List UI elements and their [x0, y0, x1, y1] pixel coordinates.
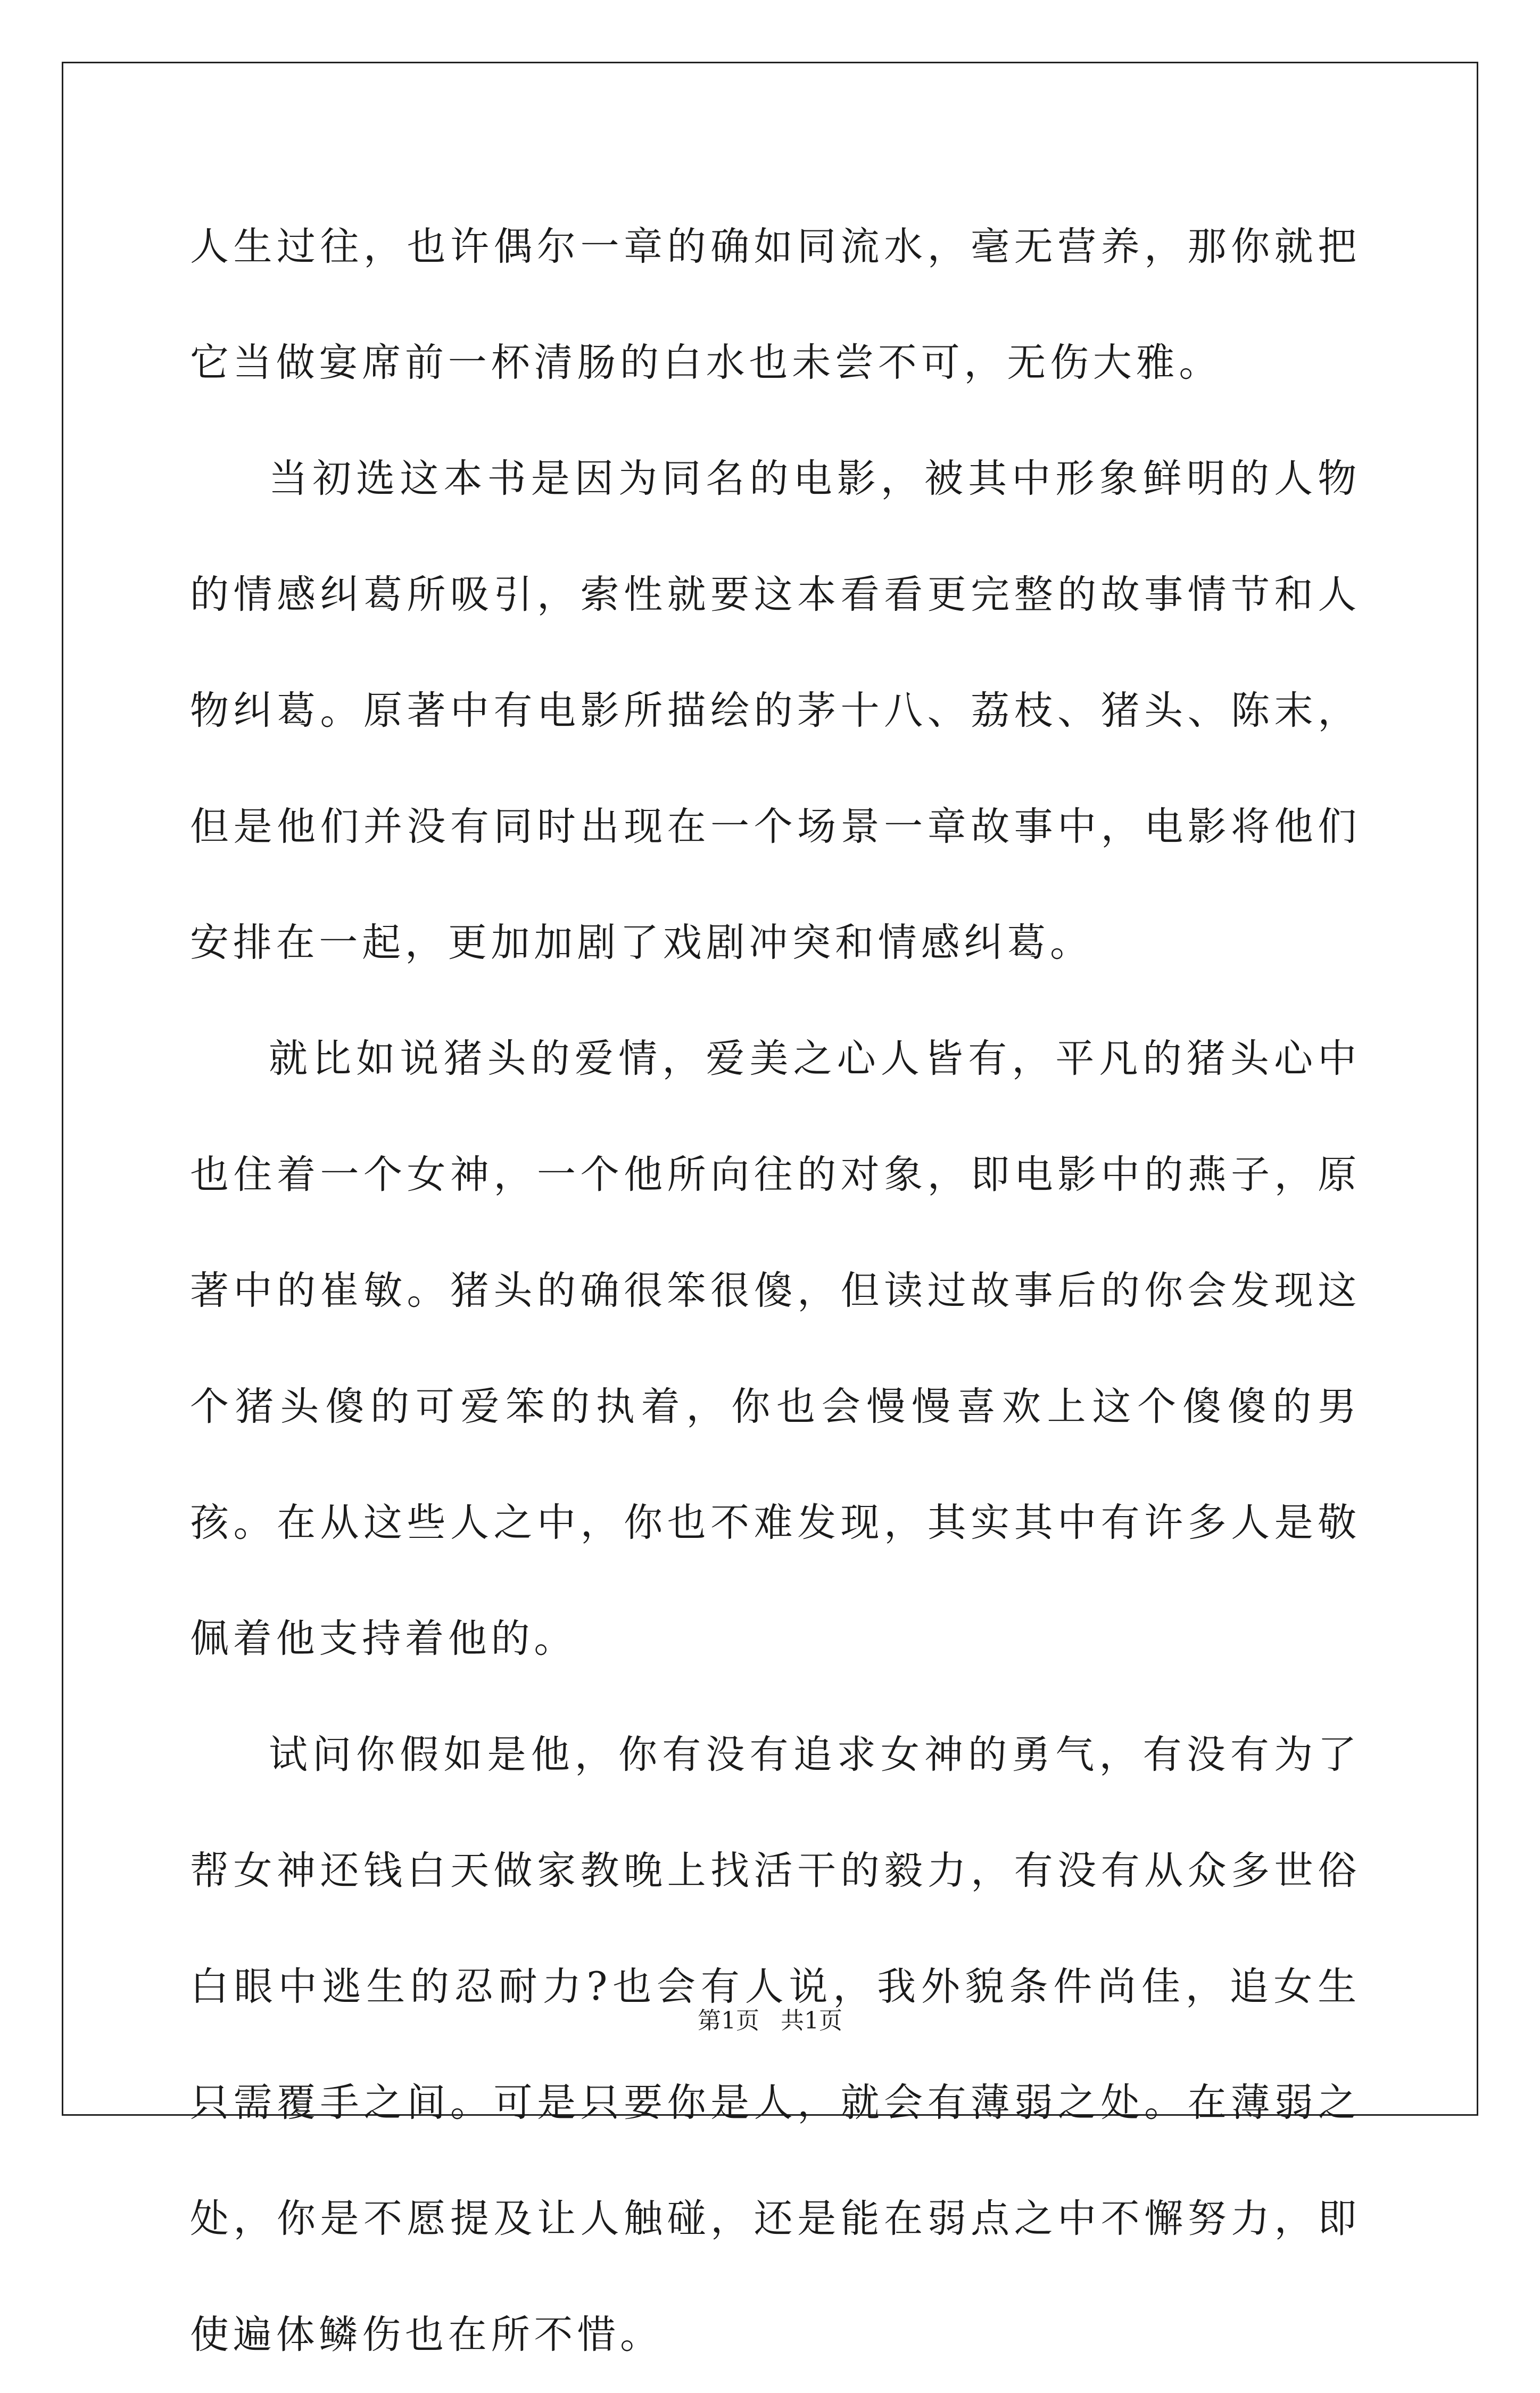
paragraph-2: 当初选这本书是因为同名的电影，被其中形象鲜明的人物的情感纠葛所吸引，索性就要这本看看更完整的故事情节和人物纠葛。原著中有电影所描绘的茅十八、荔枝、猪头、陈末，但是他们并没有同时出现在一个场景一章故事中，电影将他们安排在一起，更加加剧了戏剧冲突和情感纠葛。 [190, 456, 1361, 965]
page-number-current: 第1页 [698, 2007, 759, 2034]
page-number-total: 共1页 [781, 2007, 842, 2034]
page-footer [0, 2005, 1540, 2037]
document-body [190, 189, 1361, 2393]
paragraph-4: 试问你假如是他，你有没有追求女神的勇气，有没有为了帮女神还钱白天做家教晚上找活干的毅力，有没有从众多世俗白眼中逃生的忍耐力?也会有人说，我外貌条件尚佳，追女生只需覆手之间。可是只要你是人，就会有薄弱之处。在薄弱之处，你是不愿提及让人触碰，还是能在弱点之中不懈努力，即使遍体鳞伤也在所不惜。 [190, 1732, 1361, 2357]
paragraph-3: 就比如说猪头的爱情，爱美之心人皆有，平凡的猪头心中也住着一个女神，一个他所向往的对象，即电影中的燕子，原著中的崔敏。猪头的确很笨很傻，但读过故事后的你会发现这个猪头傻的可爱笨的执着，你也会慢慢喜欢上这个傻傻的男孩。在从这些人之中，你也不难发现，其实其中有许多人是敬佩着他支持着他的。 [190, 1036, 1361, 1661]
paragraph-1: 人生过往，也许偶尔一章的确如同流水，毫无营养，那你就把它当做宴席前一杯清肠的白水也未尝不可，无伤大雅。 [190, 224, 1361, 385]
